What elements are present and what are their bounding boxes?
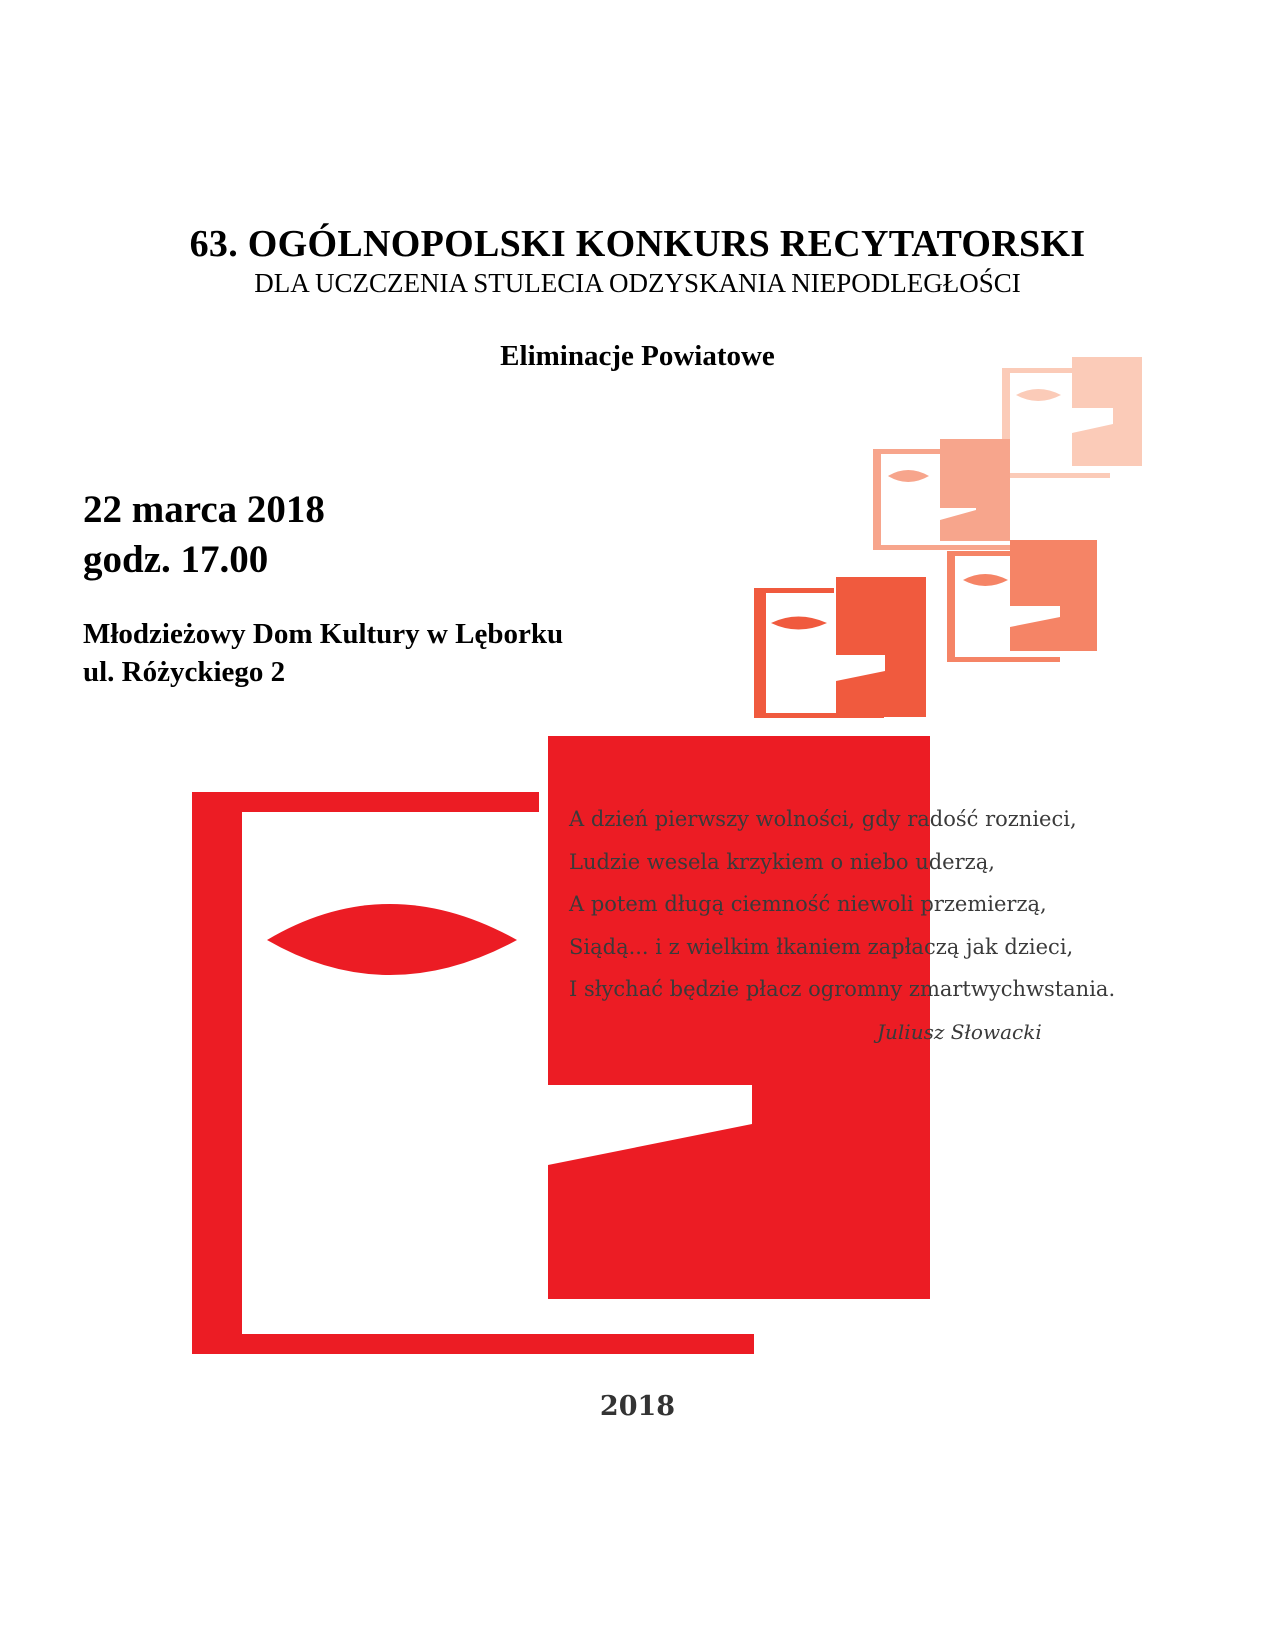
event-address: ul. Różyckiego 2	[83, 656, 286, 688]
contest-title: 63. OGÓLNOPOLSKI KONKURS RECYTATORSKI	[189, 223, 1086, 265]
footer-year: 2018	[599, 1391, 676, 1422]
event-time: godz. 17.00	[83, 538, 269, 581]
face-icon-small-2	[947, 540, 1097, 662]
poem-line: A dzień pierwszy wolności, gdy radość roznieci,	[569, 807, 1077, 831]
poem-line: Siądą... i z wielkim łkaniem zapłaczą jak dzieci,	[569, 934, 1074, 959]
poem-quote	[569, 798, 1115, 1011]
face-icon-small-1	[754, 577, 926, 718]
contest-subtitle: DLA UCZCZENIA STULECIA ODZYSKANIA NIEPODLEGŁOŚCI	[254, 268, 1021, 298]
event-date: 22 marca 2018	[83, 488, 325, 531]
poem-author: Juliusz Słowacki	[877, 1020, 1042, 1044]
poem-line: A potem długą ciemność niewoli przemierzą,	[569, 892, 1047, 916]
face-icon-small-4	[1002, 357, 1142, 478]
event-venue: Młodzieżowy Dom Kultury w Lęborku	[83, 618, 564, 650]
face-icon-small-3	[873, 439, 1018, 550]
poem-line: Ludzie wesela krzykiem o niebo uderzą,	[569, 849, 995, 874]
section-heading: Eliminacje Powiatowe	[500, 340, 775, 372]
poem-line: I słychać będzie płacz ogromny zmartwychwstania.	[569, 977, 1116, 1001]
